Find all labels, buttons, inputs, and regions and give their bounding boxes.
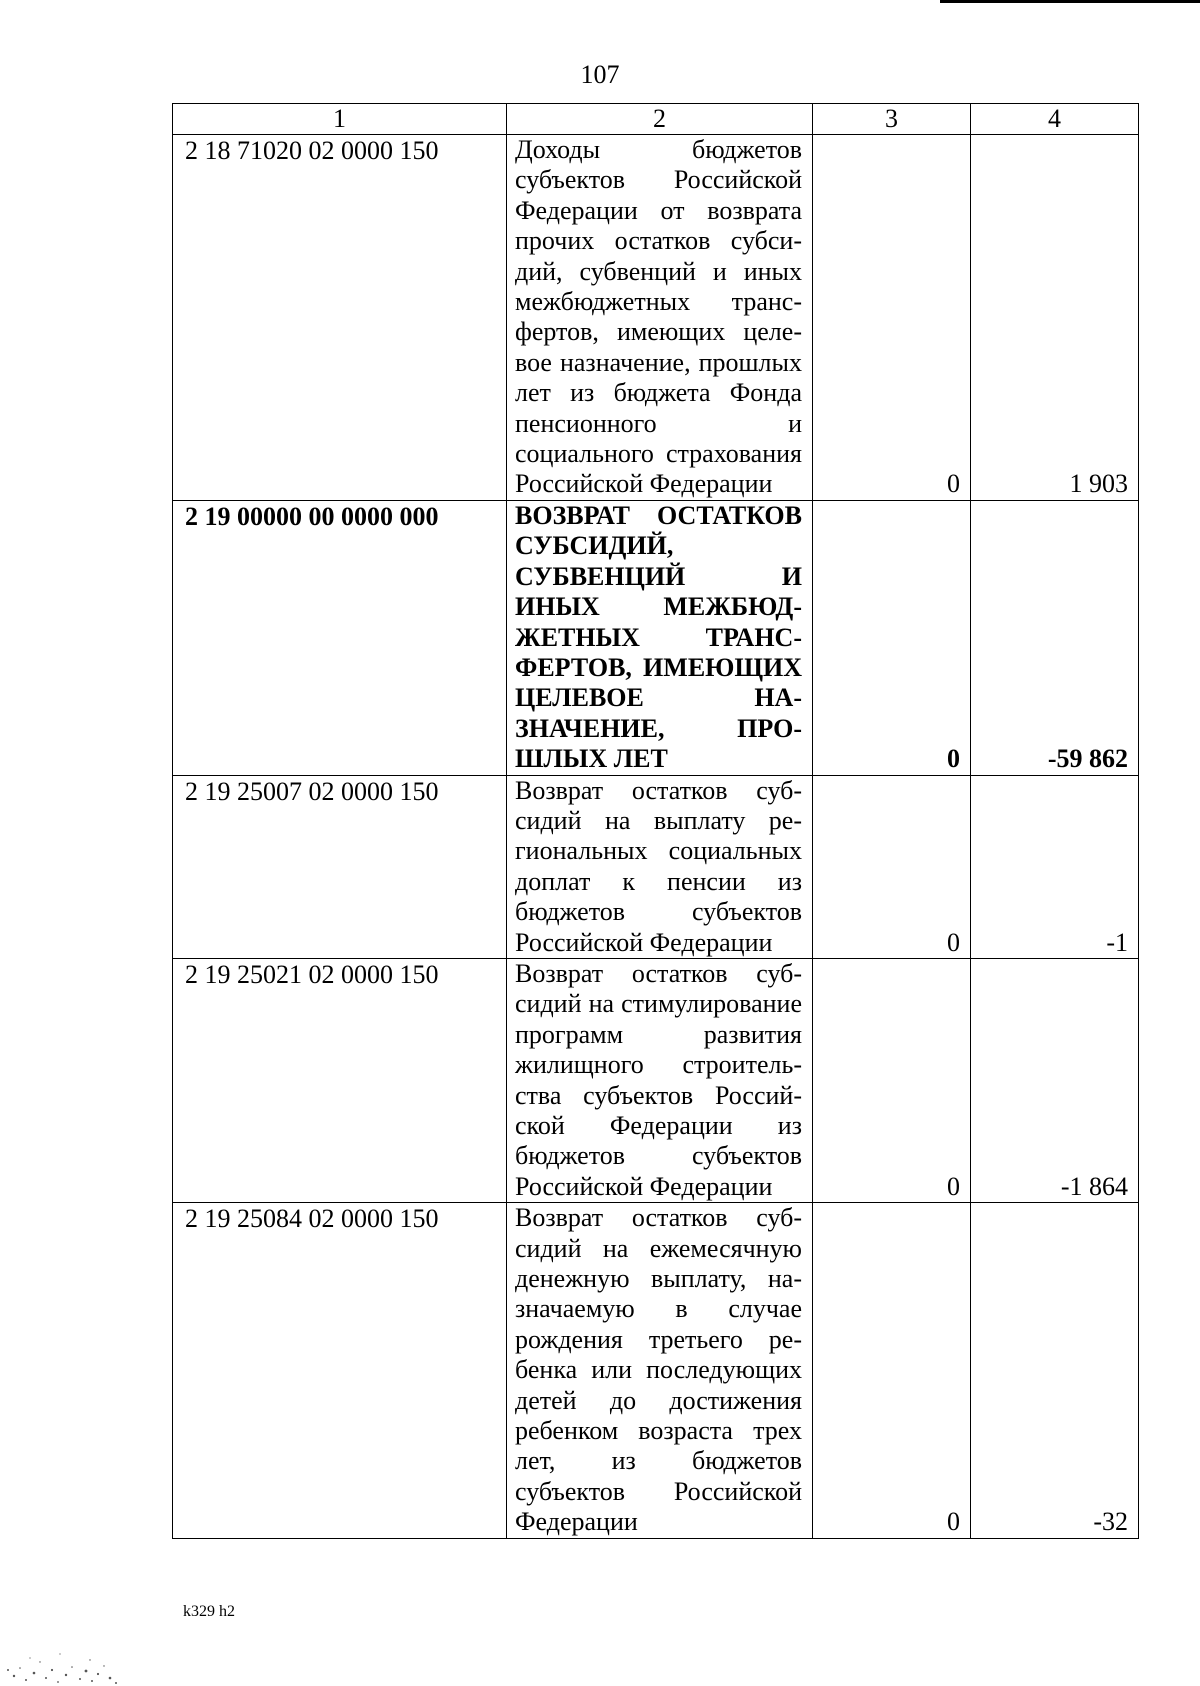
column-header-4: 4 xyxy=(971,104,1139,135)
table-row xyxy=(173,958,1139,1202)
column-header-2: 2 xyxy=(507,104,813,135)
item-name-cell: Доходы бюджетов субъектов Российской Федерации от возврата прочих остатков субсидий, субвенций и иных межбюджетных трансфертов, имеющих целевое назначение, прошлых лет из бюджета Фонда пенсионного и социального страхования Российской Федерации xyxy=(507,135,813,501)
column-3-value: 0 xyxy=(813,958,971,1202)
table-row xyxy=(173,1203,1139,1538)
item-name-cell: Возврат остатков субсидий на ежемесячную денежную выплату, назначаемую в случае рождения третьего ребенка или последующих детей до достижения ребенком возраста трех лет, из бюджетов субъектов Российской Федерации xyxy=(507,1203,813,1538)
budget-code-cell: 2 19 25084 02 0000 150 xyxy=(173,1203,507,1538)
page-number: 107 xyxy=(580,60,620,89)
column-header-1: 1 xyxy=(173,104,507,135)
item-name-cell: Возврат остатков субсидий на стимулирование программ развития жилищного строительства субъектов Российской Федерации из бюджетов субъектов Российской Федерации xyxy=(507,958,813,1202)
column-3-value: 0 xyxy=(813,135,971,501)
column-4-value: -1 xyxy=(971,775,1139,958)
column-3-value: 0 xyxy=(813,775,971,958)
budget-code-cell: 2 19 25007 02 0000 150 xyxy=(173,775,507,958)
column-header-3: 3 xyxy=(813,104,971,135)
item-name-cell: ВОЗВРАТ ОСТАТКОВ СУБСИДИЙ, СУБВЕНЦИЙ И ИНЫХ МЕЖБЮДЖЕТНЫХ ТРАНСФЕРТОВ, ИМЕЮЩИХ ЦЕЛЕВОЕ НАЗНАЧЕНИЕ, ПРОШЛЫХ ЛЕТ xyxy=(507,500,813,775)
table-header-row xyxy=(173,104,1139,135)
item-name-cell: Возврат остатков субсидий на выплату региональных социальных доплат к пенсии из бюджетов субъектов Российской Федерации xyxy=(507,775,813,958)
column-4-value: -1 864 xyxy=(971,958,1139,1202)
column-4-value: -59 862 xyxy=(971,500,1139,775)
footer-document-code: k329 h2 xyxy=(183,1603,235,1620)
column-3-value: 0 xyxy=(813,500,971,775)
column-3-value: 0 xyxy=(813,1203,971,1538)
scan-top-edge-line xyxy=(940,0,1200,3)
budget-table xyxy=(172,103,1139,1539)
scan-noise-decoration xyxy=(0,1640,130,1686)
column-4-value: 1 903 xyxy=(971,135,1139,501)
budget-code-cell: 2 18 71020 02 0000 150 xyxy=(173,135,507,501)
table-row xyxy=(173,775,1139,958)
column-4-value: -32 xyxy=(971,1203,1139,1538)
table-row xyxy=(173,500,1139,775)
budget-code-cell: 2 19 00000 00 0000 000 xyxy=(173,500,507,775)
table-row xyxy=(173,135,1139,501)
budget-code-cell: 2 19 25021 02 0000 150 xyxy=(173,958,507,1202)
